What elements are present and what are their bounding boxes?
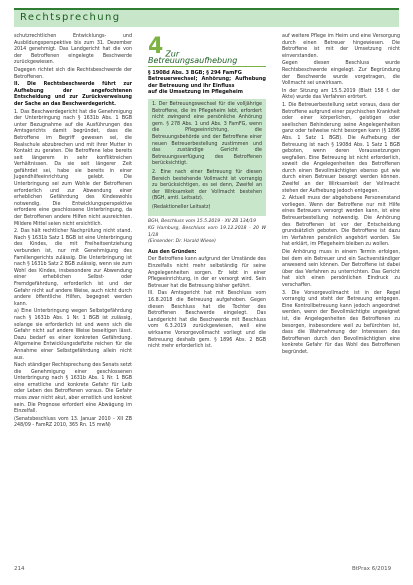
paragraph: auf weitere Pflege im Heim und eine Versorgung durch einen Betreuer hingewiesen. Die Betroffene ist mit der Umsetzung nicht einverstanden. <box>282 34 400 59</box>
citation: (Senatsbeschluss vom 13. Januar 2010 - XII ZB 248/09 - FamRZ 2010, 365 Rn. 15 mwN) <box>14 416 132 429</box>
paragraph: Die Anhörung muss in einem Termin erfolgen, bei dem ein Betreuer und ein Sachverständiger anwesend sein können. Der Betroffene ist dabei über das Verfahren zu unterrichten. Das Gericht hat sich einen persönlichen Eindruck zu verschaffen. <box>282 250 400 288</box>
headnote-box <box>148 99 266 217</box>
section-number: 4 <box>148 34 164 59</box>
section-subheading: § 1908d Abs. 3 BGB; § 294 FamFG Betreuerwechsel; Anhörung; Aufhebung der Betreuung und ihr Einfluss auf die Umsetzung im Pflegeheim <box>148 69 266 96</box>
paragraph: 2. Aktuell muss der abgehobene Personenstand vorliegen. Wenn der Betroffene nur mit Hilfe eines Betreuers versorgt werden kann, ist eine Betreuerbestellung notwendig. Die Anhörung des Betroffenen ist vor der Entscheidung grundsätzlich geboten. Die Betroffene ist dazu im Verfahren persönlich angehört worden. Sie hat erklärt, im Pflegeheim bleiben zu wollen. <box>282 196 400 248</box>
paragraph: II. Die Rechtsbeschwerde führt zur Aufhebung der angefochtenen Entscheidung und zur Zurückverweisung der Sache an das Beschwerdegericht. <box>14 82 132 107</box>
headnote: 2. Eine nach einer Betreuung für diesen Bereich bestehende Vollmacht ist vorrangig zu berücksichtigen, es sei denn, Zweifel an der Wirksamkeit der Vollmacht bestehen (BGH, amtl. Leitsatz). <box>152 169 262 202</box>
paragraph: a) Eine Unterbringung wegen Selbstgefährdung nach § 1631b Abs. 1 Nr. 1 BGB ist zulässig, solange sie erforderlich ist und wenn sich die Gefahr nicht auf andere Weise beseitigen lässt. Dazu bedarf es einer konkreten Gefährdung. Allgemeine Entwicklungsdefizite reichen für die Annahme einer Selbstgefährdung allein nicht aus. <box>14 309 132 361</box>
column-right <box>282 34 400 358</box>
paragraph: III. Das Amtsgericht hat mit Beschluss vom 16.8.2018 die Betreuung aufgehoben. Gegen diesen Beschluss hat die Tochter des Betroffenen Beschwerde eingelegt. Das Landgericht hat die Beschwerde mit Beschluss vom 6.3.2019 zurückgewiesen, weil eine wirksame Vorsorgevollmacht vorliegt und die Betreuung deshalb gem. § 1896 Abs. 2 BGB nicht mehr erforderlich ist. <box>148 291 266 350</box>
paragraph: 3. Die Vorsorgevollmacht ist in der Regel vorrangig und steht der Betreuung entgegen. Eine Kontrollbetreuung kann jedoch angeordnet werden, wenn der Bevollmächtigte ungeeignet ist, die Angelegenheiten des Betroffenen zu besorgen, insbesondere weil zu befürchten ist, dass die Wahrnehmung der Interessen des Betroffenen durch den Bevollmächtigten eine konkrete Gefahr für das Wohl des Betroffenen begründet. <box>282 290 400 355</box>
paragraph: 2. Das hält rechtlicher Nachprüfung nicht stand. Nach § 1631b Satz 1 BGB ist eine Unterbringung des Kindes, die mit Freiheitsentziehung verbunden ist, nur mit Genehmigung des Familiengerichts zulässig. Die Unterbringung ist nach § 1631b Satz 2 BGB zulässig, wenn sie zum Wohl des Kindes, insbesondere zur Abwendung einer erheblichen Selbst- oder Fremdgefährdung, erforderlich ist und der Gefahr nicht auf andere Weise, auch nicht durch andere öffentliche Hilfen, begegnet werden kann. <box>14 229 132 307</box>
page-header <box>14 8 399 27</box>
paragraph: Nach ständiger Rechtsprechung des Senats setzt die Genehmigung einer geschlossenen Unterbringung nach § 1631b Abs. 1 Nr. 1 BGB eine ernstliche und konkrete Gefahr für Leib oder Leben des Betroffenen voraus. Die Gefahr muss zwar nicht akut, aber ernstlich und konkret sein. Die Prognose erfordert eine Abwägung im Einzelfall. <box>14 363 132 415</box>
section-title: Zur Betreuungsaufhebung <box>148 49 238 65</box>
header-title: Rechtsprechung <box>20 12 121 23</box>
page-number: 214 <box>14 566 25 572</box>
reasons-heading: Aus den Gründen: <box>148 249 197 255</box>
paragraph: Gegen diesen Beschluss wurde Rechtsbeschwerde eingelegt. Zur Begründung der Beschwerde wurde vorgetragen, die Vollmacht sei unwirksam. <box>282 61 400 87</box>
paragraph: schutzrechtlichen Entwicklungs- und Ausbildungsperspektive bis zum 31. Dezember 2014 genehmigt. Das Landgericht hat die von der Betroffenen eingelegte Beschwerde zurückgewiesen. <box>14 34 132 66</box>
paragraph: 1. Die Betreuerbestellung setzt voraus, dass der Betroffene aufgrund einer psychischen Krankheit oder einer körperlichen, geistigen oder seelischen Behinderung seine Angelegenheiten ganz oder teilweise nicht besorgen kann (§ 1896 Abs. 1 Satz 1 BGB). Die Aufhebung der Betreuung ist nach § 1908d Abs. 1 Satz 1 BGB geboten, wenn deren Voraussetzungen wegfallen. Eine Betreuung ist nicht erforderlich, soweit die Angelegenheiten des Betroffenen durch einen Bevollmächtigten ebenso gut wie durch einen Betreuer besorgt werden können. Zweifel an der Wirksamkeit der Vollmacht stehen der Aufhebung jedoch entgegen. <box>282 102 400 194</box>
column-left <box>14 34 132 431</box>
section-heading <box>148 36 266 67</box>
headnote: 1. Der Betreuungswechsel für die volljährige Betroffene, die im Pflegeheim lebt, erfordert nicht zwingend eine persönliche Anhörung gem. § 278 Abs. 1 und Abs. 3 FamFG, wenn die Pflegeeinrichtung, die Betreuungsbehörde und der Betroffene einer neuen Betreuerbestellung zustimmen und das zuständige Gericht die Betreuungsverfügung des Betroffenen berücksichtigt. <box>152 101 262 167</box>
journal-reference: BtPrax 6/2019 <box>352 566 392 572</box>
paragraph: 1. Das Beschwerdegericht hat die Genehmigung der Unterbringung nach § 1631b Abs. 1 BGB unter Bezugnahme auf die Ausführungen des Amtsgerichts damit begründet, dass die Betroffene im Begriff gewesen sei, die Realschule abzubrechen und mit ihrer Mutter in Kontakt zu geraten. Die Betroffene lebe bereits seit längerem in sehr konfliktreichen Verhältnissen. Da sie seit längerer Zeit gefährdet sei, habe sie bereits in einer Jugendhilfeeinrichtung gelebt. Die Unterbringung sei zum Wohle der Betroffenen erforderlich und zur Abwendung einer erheblichen Gefährdung des Kindeswohls notwendig. Die Entwicklungsperspektive erfordere eine geschlossene Unterbringung, da der Betroffenen andere Hilfen nicht ausreichten. Mildere Mittel seien nicht ersichtlich. <box>14 109 132 227</box>
paragraph: Der Betroffene kann aufgrund der Umstände des Einzelfalls nicht mehr selbständig für seine Angelegenheiten sorgen. Er lebt in einer Pflegeeinrichtung, in der er versorgt wird. Sein Betreuer hat die Betreuung bisher geführt. <box>148 257 266 289</box>
column-middle <box>148 34 266 352</box>
headnote-editorial: (Redaktioneller Leitsatz) <box>152 204 211 210</box>
paragraph: In der Sitzung am 15.5.2019 (Blatt 158 f. der Akte) wurde das Verfahren erörtert. <box>282 88 400 101</box>
paragraph: Dagegen richtet sich die Rechtsbeschwerde der Betroffenen. <box>14 67 132 80</box>
court-reference: BGH, Beschluss vom 15.5.2019 - XII ZB 134/19 KG Hamburg, Beschluss vom 19.12.2018 - 20 W 1/18 (Einsender: Dr. Harald Wiese) <box>148 219 266 245</box>
